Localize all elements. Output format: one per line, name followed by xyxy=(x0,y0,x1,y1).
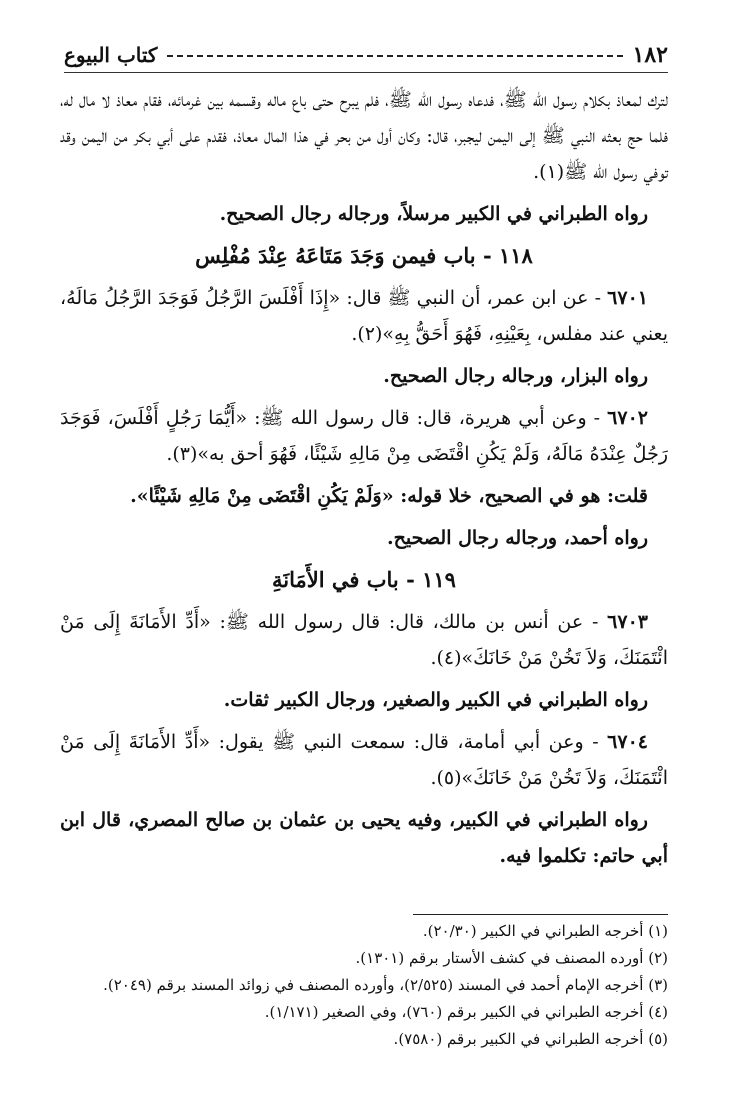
hadith-number: ٦٧٠١ xyxy=(607,287,648,309)
footnote-1: (١) أخرجه الطبراني في الكبير (٢٠/٣٠). xyxy=(422,922,668,940)
main-text xyxy=(60,82,668,880)
narration-note: رواه أحمد، ورجاله رجال الصحيح. xyxy=(387,527,648,549)
footnote-3: (٣) أخرجه الإمام أحمد في المسند (٢/٥٢٥)، وأورده المصنف في زوائد المسند برقم (٢٠٤٩). xyxy=(103,976,668,994)
header-dash-rule xyxy=(167,55,622,57)
hadith-6704 xyxy=(60,724,668,796)
hadith-text: - عن أنس بن مالك، قال: قال رسول الله ﷺ: «أَدِّ الأَمَانَةَ إِلَى مَنْ ائْتَمَنَكَ، وَلاَ تَخُنْ مَنْ خَانَكَ»(٤). xyxy=(60,611,668,669)
hadith-6703 xyxy=(60,604,668,676)
hadith-text: - وعن أبي هريرة، قال: قال رسول الله ﷺ: «أَيُّمَا رَجُلٍ أَفْلَسَ، فَوَجَدَ رَجُلٌ عِنْدَهُ مَالَهُ، وَلَمْ يَكُنِ اقْتَضَى مِنْ مَالِهِ شَيْئًا، فَهُوَ أحق به»(٣). xyxy=(60,407,668,465)
chapter-heading-119: ١١٩ - باب في الأَمَانَةِ xyxy=(272,567,456,592)
commentary-note: قلت: هو في الصحيح، خلا قوله: «وَلَمْ يَكُنِ اقْتَضَى مِنْ مَالِهِ شَيْئًا». xyxy=(130,485,648,507)
paragraph-intro: لترك لمعاذ بكلام رسول الله ﷺ، فدعاه رسول الله ﷺ، فلم يبرح حتى باع ماله وقسمه بين غرمائه، فقام معاذ لا مال له، فلما حج بعثه النبي ﷺ إلى اليمن ليجبر، قال: وكان أول من بحر في هذا المال معاذ، فقدم على أبي بكر من اليمن وقد توفي رسول الله ﷺ(١). xyxy=(60,89,668,183)
hadith-text: - وعن أبي أمامة، قال: سمعت النبي ﷺ يقول: «أَدِّ الأَمَانَةَ إِلَى مَنْ ائْتَمَنَكَ، وَلاَ تَخُنْ مَنْ خَانَكَ»(٥). xyxy=(60,731,668,789)
book-title: كتاب البيوع xyxy=(64,43,158,67)
narration-note: رواه الطبراني في الكبير والصغير، ورجال الكبير ثقات. xyxy=(223,689,648,711)
page-number: ١٨٢ xyxy=(632,42,668,68)
narration-note: رواه البزار، ورجاله رجال الصحيح. xyxy=(383,365,648,387)
footnote-2: (٢) أورده المصنف في كشف الأستار برقم (١٣٠١). xyxy=(355,949,668,967)
hadith-number: ٦٧٠٣ xyxy=(607,611,648,633)
hadith-number: ٦٧٠٢ xyxy=(607,407,648,429)
chapter-heading-118: ١١٨ - باب فيمن وَجَدَ مَتَاعَهُ عِنْدَ مُفْلِس xyxy=(195,243,533,268)
narration-note: رواه الطبراني في الكبير مرسلاً، ورجاله رجال الصحيح. xyxy=(219,203,648,225)
narration-note: رواه الطبراني في الكبير، وفيه يحيى بن عثمان بن صالح المصري، قال ابن أبي حاتم: تكلموا فيه. xyxy=(60,809,668,867)
footnotes xyxy=(60,918,668,1053)
hadith-6701 xyxy=(60,280,668,352)
hadith-number: ٦٧٠٤ xyxy=(607,731,648,753)
hadith-text: - عن ابن عمر، أن النبي ﷺ قال: «إِذَا أَفْلَسَ الرَّجُلُ فَوَجَدَ الرَّجُلُ مَالَهُ، يعني عند مفلس، بِعَيْنِهِ، فَهُوَ أَحَقُّ بِهِ»(٢). xyxy=(60,287,668,345)
footnote-separator xyxy=(413,914,668,915)
footnote-5: (٥) أخرجه الطبراني في الكبير برقم (٧٥٨٠). xyxy=(393,1030,668,1048)
footnote-4: (٤) أخرجه الطبراني في الكبير برقم (٧٦٠)، وفي الصغير (١/١٧١). xyxy=(264,1003,668,1021)
hadith-6702 xyxy=(60,400,668,472)
running-header xyxy=(64,38,668,73)
